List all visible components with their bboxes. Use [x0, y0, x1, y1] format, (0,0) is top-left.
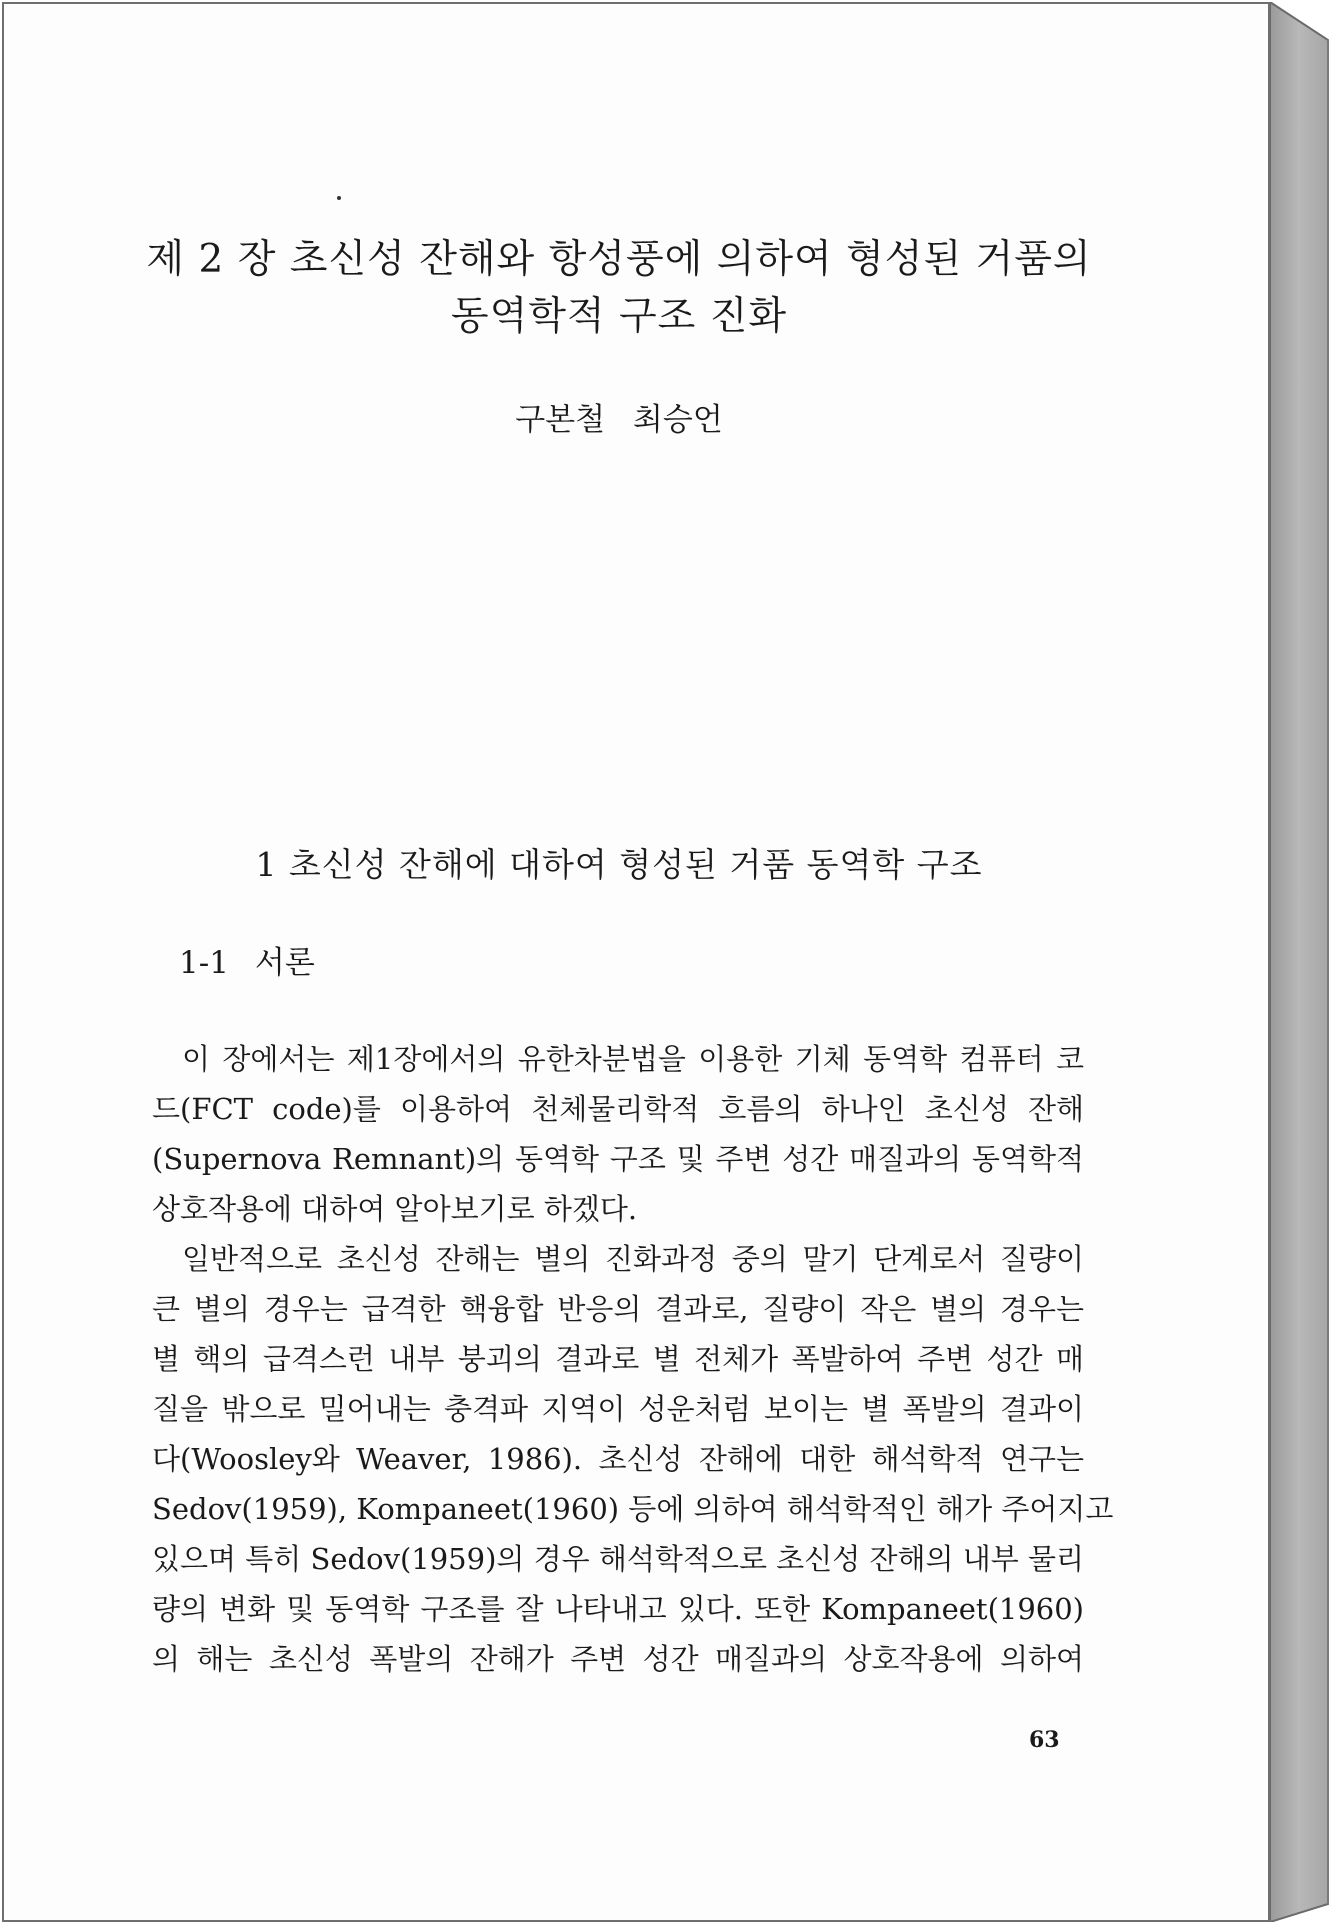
body-line: 의 해는 초신성 폭발의 잔해가 주변 성간 매질과의 상호작용에 의하여: [152, 1642, 1084, 1676]
body-line: (Supernova Remnant)의 동역학 구조 및 주변 성간 매질과의 동역학적: [152, 1142, 1084, 1176]
stray-mark: [337, 196, 341, 200]
body-line: Sedov(1959), Kompaneet(1960) 등에 의하여 해석학적인 해가 주어지고: [152, 1492, 1114, 1526]
book-page-edge: [1270, 2, 1340, 1922]
body-line: 일반적으로 초신성 잔해는 별의 진화과정 중의 말기 단계로서 질량이: [182, 1242, 1084, 1276]
body-text: [152, 1034, 1114, 1684]
body-line: 있으며 특히 Sedov(1959)의 경우 해석학적으로 초신성 잔해의 내부 물리: [152, 1542, 1084, 1576]
authors: 구본철 최승언: [515, 402, 723, 438]
body-line: 큰 별의 경우는 급격한 핵융합 반응의 결과로, 질량이 작은 별의 경우는: [152, 1292, 1084, 1326]
body-line: 별 핵의 급격스런 내부 붕괴의 결과로 별 전체가 폭발하여 주변 성간 매: [152, 1342, 1084, 1376]
page: [2, 2, 1270, 1922]
subsection-label: 서론: [254, 945, 315, 981]
chapter-title-line2: 동역학적 구조 진화: [450, 294, 788, 339]
page-number: 63: [1029, 1727, 1060, 1753]
body-line: 량의 변화 및 동역학 구조를 잘 나타내고 있다. 또한 Kompaneet(1960): [152, 1592, 1084, 1626]
body-line: 상호작용에 대하여 알아보기로 하겠다.: [152, 1192, 638, 1226]
subsection-number: 1-1: [179, 945, 229, 981]
subsection-title: [179, 937, 315, 982]
body-line: 다(Woosley와 Weaver, 1986). 초신성 잔해에 대한 해석학적 연구는: [152, 1442, 1084, 1476]
body-line: 드(FCT code)를 이용하여 천체물리학적 흐름의 하나인 초신성 잔해: [152, 1092, 1084, 1126]
chapter-title-line1: 제 2 장 초신성 잔해와 항성풍에 의하여 형성된 거품의: [146, 237, 1092, 282]
body-line: 질을 밖으로 밀어내는 충격파 지역이 성운처럼 보이는 별 폭발의 결과이: [152, 1392, 1084, 1426]
section-title: 1 초신성 잔해에 대하여 형성된 거품 동역학 구조: [255, 845, 983, 884]
body-line: 이 장에서는 제1장에서의 유한차분법을 이용한 기체 동역학 컴퓨터 코: [182, 1042, 1084, 1076]
